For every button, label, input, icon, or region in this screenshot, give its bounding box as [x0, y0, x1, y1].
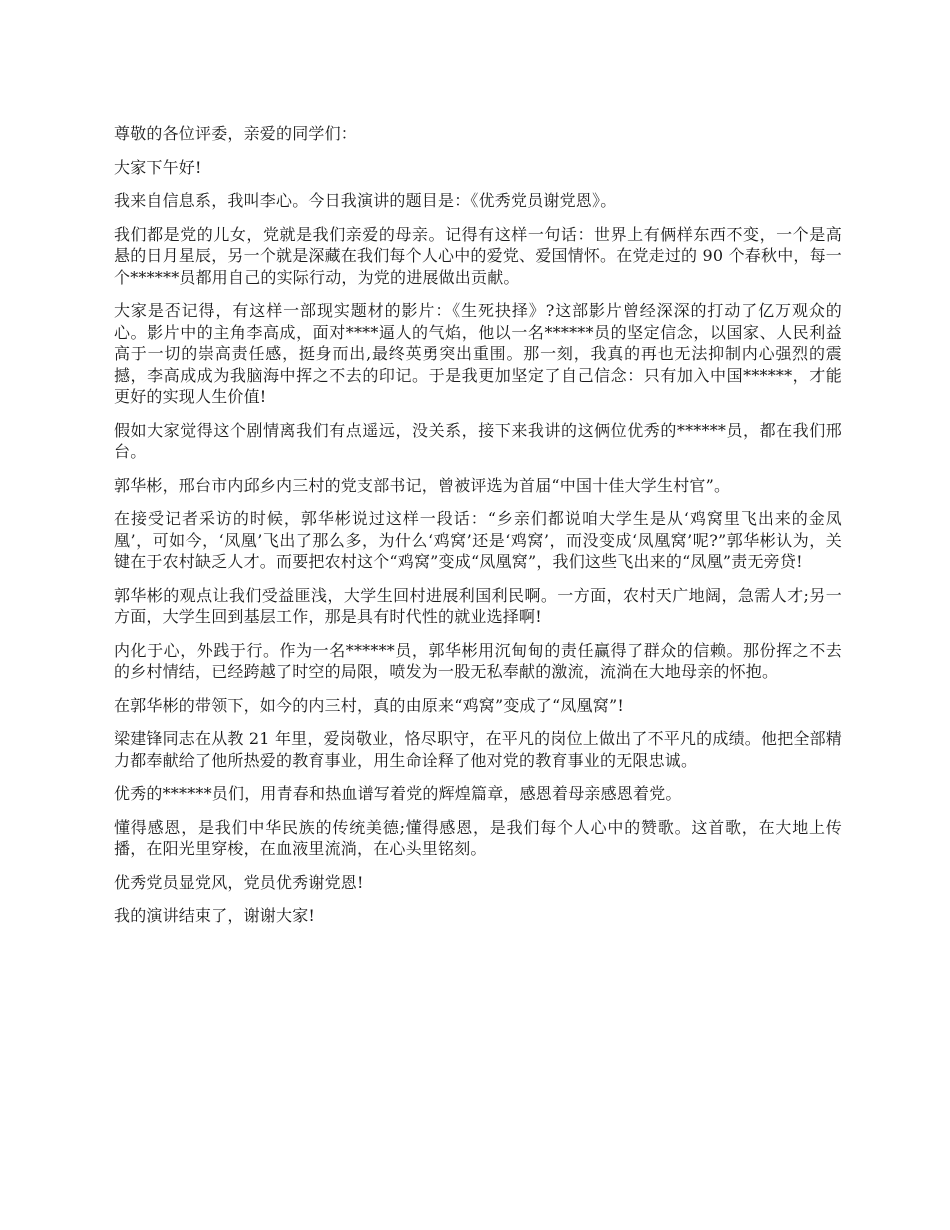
paragraph-transition: 假如大家觉得这个剧情离我们有点遥远，没关系，接下来我讲的这俩位优秀的******员，都在我们邢台。: [114, 420, 842, 461]
paragraph-liang: 梁建锋同志在从教 21 年里，爱岗敬业，恪尽职守，在平凡的岗位上做出了不平凡的成绩。他把全部精力都奉献给了他所热爱的教育事业，用生命诠释了他对党的教育事业的无限忠诚。: [114, 729, 842, 770]
paragraph-party-mother: 我们都是党的儿女，党就是我们亲爱的母亲。记得有这样一句话：世界上有俩样东西不变，一个是高悬的日月星辰，另一个就是深藏在我们每个人心中的爱党、爱国情怀。在党走过的 90 个春秋中，每一个******员都用自己的实际行动，为党的进展做出贡献。: [114, 224, 842, 287]
paragraph-guo-practice: 内化于心，外践于行。作为一名******员，郭华彬用沉甸甸的责任赢得了群众的信赖。那份挥之不去的乡村情结，已经跨越了时空的局限，喷发为一股无私奉献的激流，流淌在大地母亲的怀抱。: [114, 640, 842, 681]
paragraph-gratitude: 懂得感恩，是我们中华民族的传统美德;懂得感恩，是我们每个人心中的赞歌。这首歌，在大地上传播，在阳光里穿梭，在血液里流淌，在心头里铭刻。: [114, 817, 842, 858]
paragraph-members: 优秀的******员们，用青春和热血谱写着党的辉煌篇章，感恩着母亲感恩着党。: [114, 784, 682, 803]
paragraph-guo-intro: 郭华彬，邢台市内邱乡内三村的党支部书记，曾被评选为首届“中国十佳大学生村官”。: [114, 475, 731, 495]
paragraph-guo-views: 郭华彬的观点让我们受益匪浅，大学生回村进展利国利民啊。一方面，农村天广地阔，急需人才;另一方面，大学生回到基层工作，那是具有时代性的就业选择啊!: [114, 585, 842, 626]
document-body: [114, 123, 842, 939]
salutation: 尊敬的各位评委，亲爱的同学们：: [114, 124, 358, 143]
paragraph-film: 大家是否记得，有这样一部现实题材的影片：《生死抉择》?这部影片曾经深深的打动了亿万观众的心。影片中的主角李高成，面对****逼人的气焰，他以一名******员的坚定信念，以国家、人民利益高于一切的崇高责任感，挺身而出,最终英勇突出重围。那一刻，我真的再也无法抑制内心强烈的震撼，李高成成为我脑海中挥之不去的印记。于是我更加坚定了自己信念：只有加入中国******，才能更好的实现人生价值!: [114, 301, 842, 406]
introduction: 我来自信息系，我叫李心。今日我演讲的题目是：《优秀党员谢党恩》。: [114, 191, 617, 210]
slogan: 优秀党员显党风，党员优秀谢党恩!: [114, 872, 364, 892]
paragraph-village: 在郭华彬的带领下，如今的内三村，真的由原来“鸡窝”变成了“凤凰窝”!: [114, 695, 624, 715]
closing: 我的演讲结束了，谢谢大家!: [114, 906, 316, 925]
paragraph-guo-interview: 在接受记者采访的时候，郭华彬说过这样一段话：“乡亲们都说咱大学生是从‘鸡窝里飞出来的金凤凰’，可如今，‘凤凰’飞出了那么多，为什么‘鸡窝’还是‘鸡窝’，而没变成‘凤凰窝’呢?”郭华彬认为，关键在于农村缺乏人才。而要把农村这个“鸡窝”变成“凤凰窝”，我们这些飞出来的“凤凰”责无旁贷!: [114, 509, 842, 571]
greeting: 大家下午好!: [114, 157, 202, 177]
